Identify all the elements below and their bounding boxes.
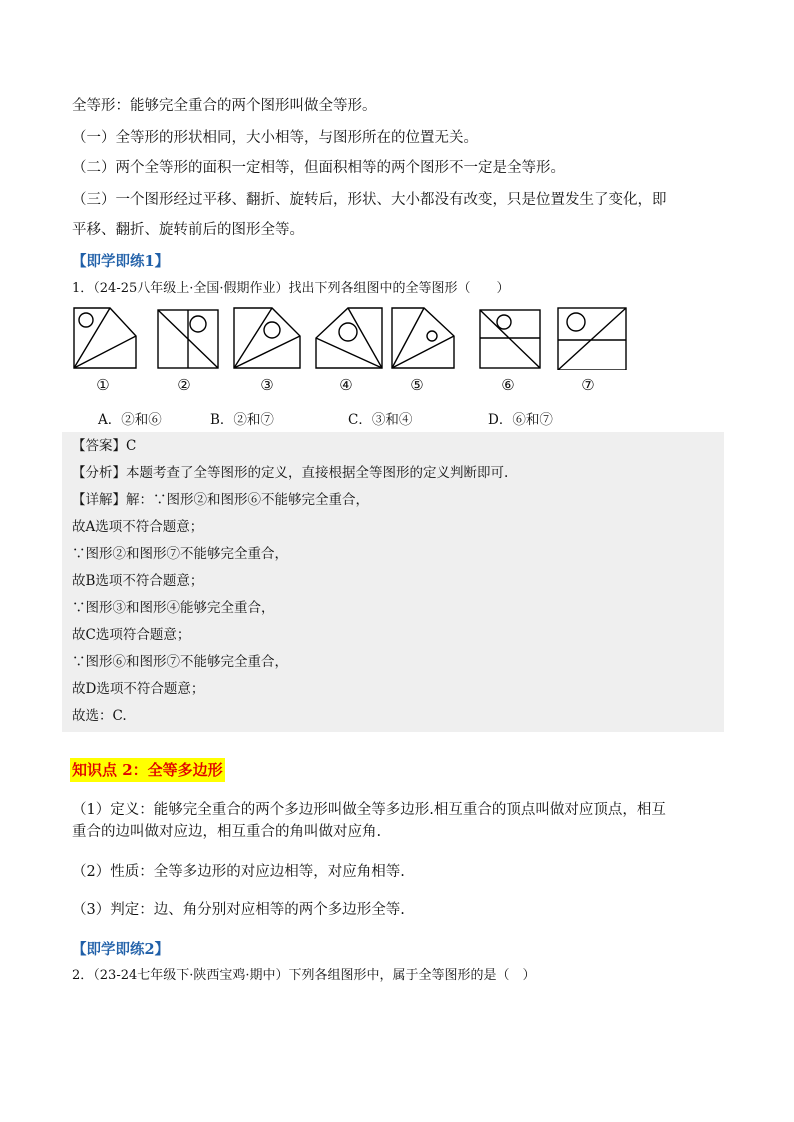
- point-three-line2: 平移、翻折、旋转前后的图形全等。: [72, 222, 304, 238]
- figure-label-7: ⑦: [581, 376, 595, 394]
- option-c[interactable]: C．③和④: [348, 412, 413, 428]
- detail-line-2: 故A选项不符合题意；: [72, 519, 204, 535]
- knowledge-point-2-heading: 知识点 2：全等多边形: [70, 758, 225, 782]
- figure-label-6: ⑥: [501, 376, 515, 394]
- figure-label-4: ④: [339, 376, 353, 394]
- option-d[interactable]: D．⑥和⑦: [488, 412, 553, 428]
- practice2-question: 2．（23-24七年级下·陕西宝鸡·期中）下列各组图形中，属于全等图形的是（ ）: [72, 968, 536, 983]
- option-a[interactable]: A．②和⑥: [98, 412, 162, 428]
- figure-6: [480, 310, 540, 368]
- option-b[interactable]: B．②和⑦: [210, 412, 274, 428]
- definition-text: 全等形：能够完全重合的两个图形叫做全等形。: [72, 98, 377, 114]
- shape-figures: [72, 306, 632, 370]
- practice1-question: 1．（24-25八年级上·全国·假期作业）找出下列各组图中的全等图形（ ）: [72, 281, 510, 296]
- detail-line-3: ∵图形②和图形⑦不能够完全重合，: [72, 546, 288, 562]
- detail-line-4: 故B选项不符合题意；: [72, 573, 204, 589]
- figure-7: [558, 308, 626, 370]
- detail-line-8: 故D选项不符合题意；: [72, 681, 205, 697]
- point-three-line1: （三）一个图形经过平移、翻折、旋转后，形状、大小都没有改变，只是位置发生了变化，即: [72, 192, 667, 208]
- point-two: （二）两个全等形的面积一定相等，但面积相等的两个图形不一定是全等形。: [72, 160, 565, 176]
- figure-2: [158, 310, 218, 368]
- answer-line: 【答案】C: [72, 438, 137, 454]
- polygon-definition-line2: 重合的边叫做对应边，相互重合的角叫做对应角.: [72, 824, 382, 840]
- detail-line-1: 【详解】解：∵图形②和图形⑥不能够完全重合，: [72, 492, 369, 508]
- polygon-judgement: （3）判定：边、角分别对应相等的两个多边形全等.: [72, 902, 405, 918]
- practice2-heading: 【即学即练2】: [72, 941, 170, 958]
- polygon-property: （2）性质：全等多边形的对应边相等，对应角相等.: [72, 864, 405, 880]
- point-one: （一）全等形的形状相同，大小相等，与图形所在的位置无关。: [72, 130, 478, 146]
- analysis-line: 【分析】本题考查了全等图形的定义，直接根据全等图形的定义判断即可.: [72, 465, 509, 481]
- figure-label-1: ①: [96, 376, 110, 394]
- figure-label-2: ②: [177, 376, 191, 394]
- figure-1: [74, 308, 136, 368]
- detail-line-9: 故选：C.: [72, 708, 127, 724]
- figure-label-5: ⑤: [410, 376, 424, 394]
- figure-4: [316, 308, 382, 368]
- detail-line-7: ∵图形⑥和图形⑦不能够完全重合，: [72, 654, 288, 670]
- polygon-definition-line1: （1）定义：能够完全重合的两个多边形叫做全等多边形.相互重合的顶点叫做对应顶点，相互: [72, 802, 666, 818]
- practice1-heading: 【即学即练1】: [72, 253, 170, 270]
- detail-line-5: ∵图形③和图形④能够完全重合，: [72, 600, 275, 616]
- figure-3: [234, 308, 300, 368]
- detail-line-6: 故C选项符合题意；: [72, 627, 191, 643]
- figure-label-3: ③: [260, 376, 274, 394]
- figure-5: [392, 308, 454, 368]
